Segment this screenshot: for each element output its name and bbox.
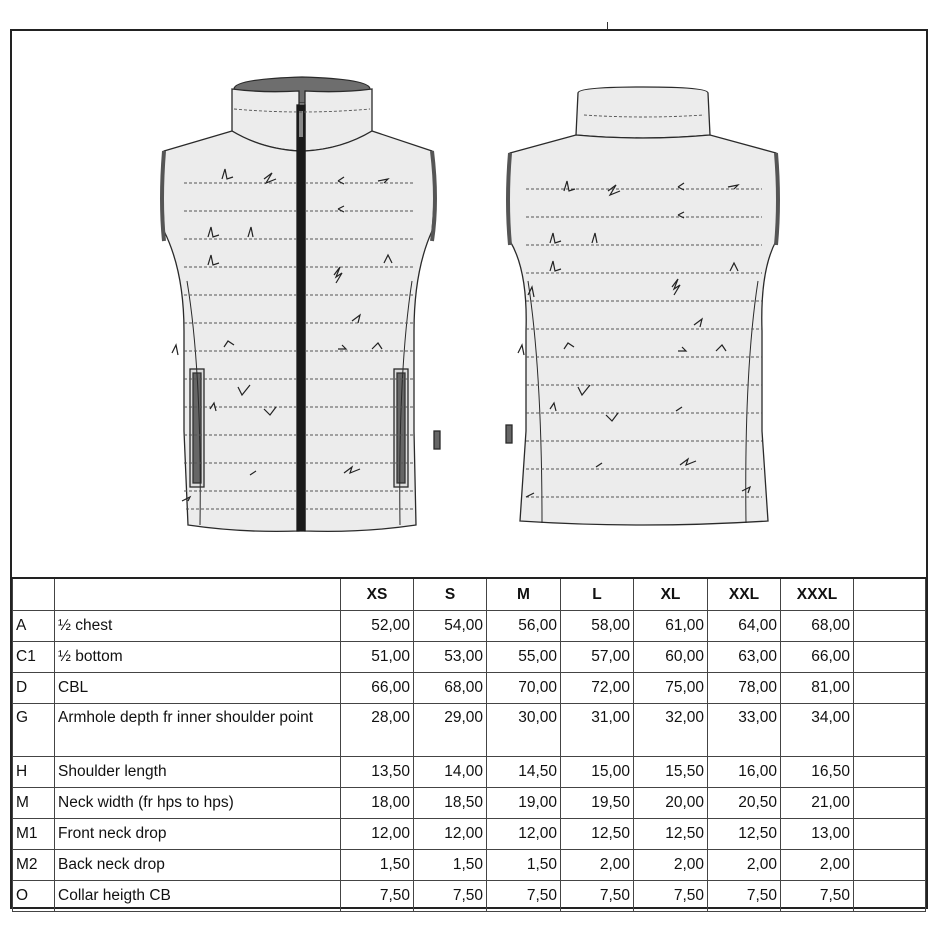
size-spec-table [12,577,926,912]
table-row [13,611,926,642]
measure-value: 51,00 [341,642,414,673]
measure-description: Front neck drop [55,819,341,850]
table-row [13,819,926,850]
measure-description: CBL [55,673,341,704]
measure-description: Collar heigth CB [55,881,341,912]
blank-cell [854,819,926,850]
measure-value: 7,50 [634,881,708,912]
header-size: XXXL [781,578,854,611]
measure-value: 7,50 [561,881,634,912]
measure-value: 72,00 [561,673,634,704]
measure-value: 14,50 [487,757,561,788]
measure-value: 58,00 [561,611,634,642]
measure-value: 1,50 [414,850,487,881]
header-code [13,578,55,611]
measure-value: 7,50 [781,881,854,912]
measure-value: 78,00 [708,673,781,704]
measure-description: Neck width (fr hps to hps) [55,788,341,819]
measure-value: 12,00 [341,819,414,850]
measure-value: 16,50 [781,757,854,788]
header-size: M [487,578,561,611]
measure-value: 68,00 [781,611,854,642]
blank-cell [854,673,926,704]
measure-value: 66,00 [341,673,414,704]
measure-value: 7,50 [487,881,561,912]
measure-value: 70,00 [487,673,561,704]
measure-value: 20,00 [634,788,708,819]
table-row [13,704,926,757]
blank-cell [854,611,926,642]
measure-value: 54,00 [414,611,487,642]
measure-description: Shoulder length [55,757,341,788]
measure-description: ½ chest [55,611,341,642]
measure-code: D [13,673,55,704]
measure-value: 18,00 [341,788,414,819]
measure-value: 75,00 [634,673,708,704]
measure-value: 63,00 [708,642,781,673]
measure-value: 19,00 [487,788,561,819]
measure-code: M [13,788,55,819]
header-description [55,578,341,611]
measure-value: 81,00 [781,673,854,704]
table-header-row [13,578,926,611]
measure-value: 28,00 [341,704,414,757]
blank-cell [854,757,926,788]
measure-description: Back neck drop [55,850,341,881]
measure-value: 2,00 [781,850,854,881]
measure-description: Armhole depth fr inner shoulder point [55,704,341,757]
vest-back-view [506,87,778,525]
measure-value: 7,50 [708,881,781,912]
header-size: XL [634,578,708,611]
measure-value: 13,00 [781,819,854,850]
measure-value: 12,00 [487,819,561,850]
header-size: L [561,578,634,611]
measure-value: 15,00 [561,757,634,788]
measure-value: 53,00 [414,642,487,673]
blank-cell [854,704,926,757]
blank-cell [854,850,926,881]
measure-value: 32,00 [634,704,708,757]
measure-value: 12,50 [561,819,634,850]
header-size: S [414,578,487,611]
measure-value: 29,00 [414,704,487,757]
measure-value: 55,00 [487,642,561,673]
measure-value: 7,50 [341,881,414,912]
table-row [13,757,926,788]
header-blank [854,578,926,611]
measure-value: 16,00 [708,757,781,788]
measure-value: 30,00 [487,704,561,757]
measure-description: ½ bottom [55,642,341,673]
blank-cell [854,881,926,912]
measure-value: 19,50 [561,788,634,819]
measure-value: 68,00 [414,673,487,704]
measure-code: H [13,757,55,788]
measure-value: 64,00 [708,611,781,642]
table-row [13,673,926,704]
measure-value: 2,00 [634,850,708,881]
vest-front-view [162,77,440,531]
measure-value: 12,50 [708,819,781,850]
measure-code: M2 [13,850,55,881]
measure-value: 18,50 [414,788,487,819]
blank-cell [854,788,926,819]
measure-value: 33,00 [708,704,781,757]
measure-value: 15,50 [634,757,708,788]
measure-value: 66,00 [781,642,854,673]
measure-value: 12,50 [634,819,708,850]
measure-code: M1 [13,819,55,850]
measure-value: 20,50 [708,788,781,819]
measure-value: 60,00 [634,642,708,673]
garment-illustration [12,31,926,577]
measure-code: C1 [13,642,55,673]
measure-code: G [13,704,55,757]
measure-value: 1,50 [487,850,561,881]
measure-value: 14,00 [414,757,487,788]
measure-value: 12,00 [414,819,487,850]
blank-cell [854,642,926,673]
table-row [13,788,926,819]
header-size: XXL [708,578,781,611]
measure-value: 31,00 [561,704,634,757]
header-size: XS [341,578,414,611]
measure-value: 57,00 [561,642,634,673]
table-row [13,642,926,673]
spec-sheet [10,29,928,909]
table-row [13,881,926,912]
measure-value: 56,00 [487,611,561,642]
measure-code: A [13,611,55,642]
measure-value: 1,50 [341,850,414,881]
measure-value: 61,00 [634,611,708,642]
measure-value: 13,50 [341,757,414,788]
measure-value: 34,00 [781,704,854,757]
table-row [13,850,926,881]
measure-value: 2,00 [708,850,781,881]
measure-value: 7,50 [414,881,487,912]
measure-code: O [13,881,55,912]
measure-value: 2,00 [561,850,634,881]
measure-value: 52,00 [341,611,414,642]
measure-value: 21,00 [781,788,854,819]
